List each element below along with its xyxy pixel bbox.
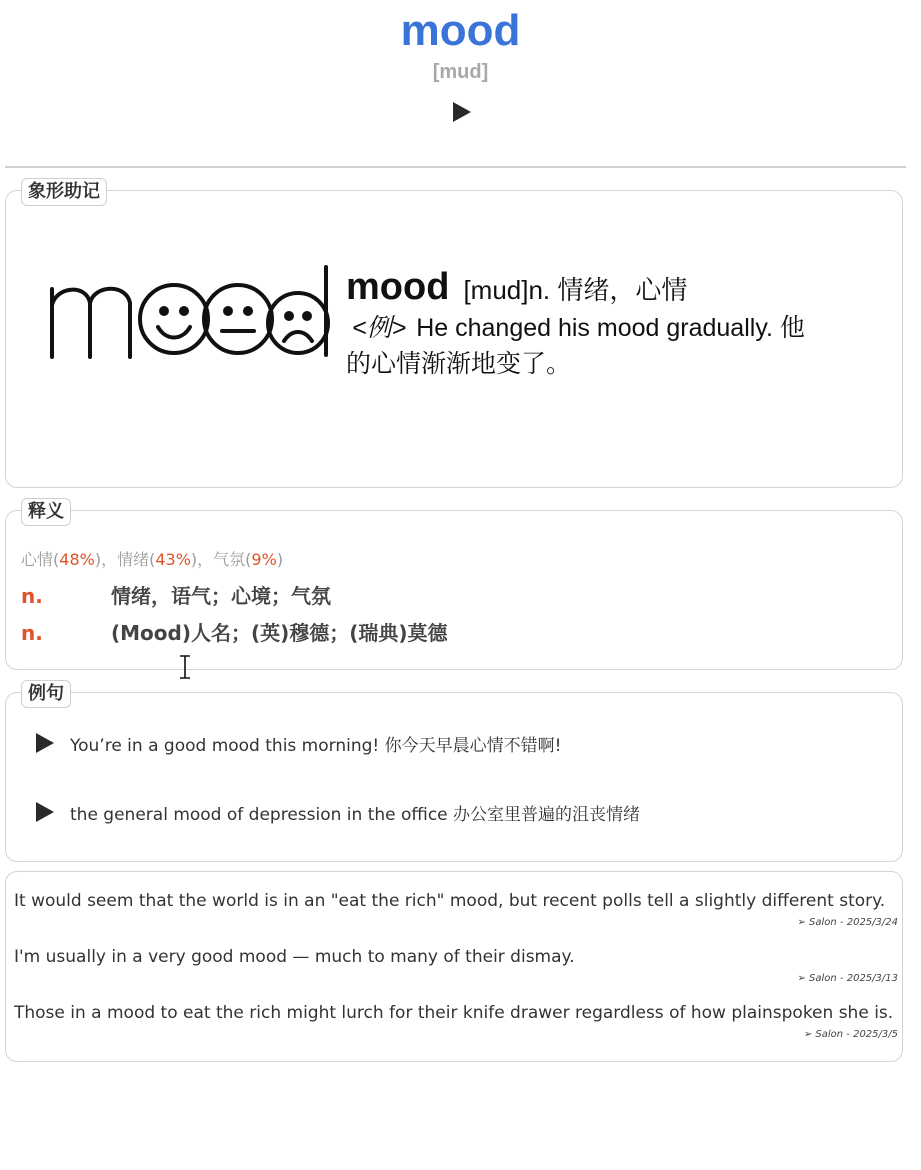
entry-phonetic: [mud] [463, 275, 529, 305]
pronunciation-play-button[interactable] [451, 102, 471, 122]
news-source: ➢ Salon - 2025/3/24 [797, 917, 898, 928]
definition-row [21, 583, 331, 609]
freq-label: 气氛 [213, 550, 246, 569]
news-sentence: I'm usually in a very good mood — much to many of their dismay. [14, 947, 575, 967]
text-cursor-icon [178, 654, 192, 680]
news-source: ➢ Salon - 2025/3/13 [797, 973, 898, 984]
freq-pct: 48% [59, 550, 95, 569]
news-source: ➢ Salon - 2025/3/5 [803, 1029, 898, 1040]
memory-entry [346, 266, 876, 382]
play-icon [453, 102, 471, 122]
example-marker: <例> [352, 314, 407, 342]
phonetic: [mud] [432, 61, 489, 83]
part-of-speech: n. [21, 621, 43, 645]
news-item [14, 890, 898, 929]
definition-text: 情绪，语气；心境；气氛 [111, 584, 331, 608]
news-sentence: Those in a mood to eat the rich might lurch for their knife drawer regardless of how plainspoken she is. [14, 1003, 894, 1023]
news-item [14, 1002, 898, 1041]
example-en: He changed his mood gradually. 他 [416, 314, 805, 342]
memory-card [5, 190, 903, 488]
memory-card-tag: 象形助记 [21, 178, 107, 206]
frequency-line: 心情(48%)，情绪(43%)，气氛(9%) [21, 550, 284, 569]
news-card [5, 871, 903, 1062]
news-sentence: It would seem that the world is in an "eat the rich" mood, but recent polls tell a slightly different story. [14, 891, 886, 911]
freq-label: 心情 [21, 550, 54, 569]
example-card [5, 692, 903, 862]
freq-pct: 9% [251, 550, 277, 569]
news-item [14, 946, 898, 985]
word-header [0, 0, 921, 126]
example-item [36, 800, 640, 824]
definition-text: (Mood)人名；(英)穆德；(瑞典)莫德 [111, 621, 448, 645]
part-of-speech: n. [21, 584, 43, 608]
example-text: the general mood of depression in the office 办公室里普遍的沮丧情绪 [70, 804, 641, 825]
definition-card-tag: 释义 [21, 498, 71, 526]
definition-row [21, 620, 448, 646]
entry-word: mood [346, 266, 450, 308]
mood-faces-illustration [46, 261, 336, 381]
example-zh: 的心情渐渐地变了。 [346, 350, 572, 378]
entry-gloss: n. 情绪，心情 [528, 275, 688, 305]
headword: mood [400, 6, 521, 55]
freq-label: 情绪 [117, 550, 150, 569]
example-text: You’re in a good mood this morning! 你今天早晨心情不错啊! [70, 735, 562, 756]
definition-card [5, 510, 903, 670]
example-card-tag: 例句 [21, 680, 71, 708]
example-play-icon[interactable] [36, 733, 54, 753]
example-item [36, 731, 561, 755]
example-play-icon[interactable] [36, 802, 54, 822]
header-divider [5, 166, 906, 168]
freq-pct: 43% [155, 550, 191, 569]
